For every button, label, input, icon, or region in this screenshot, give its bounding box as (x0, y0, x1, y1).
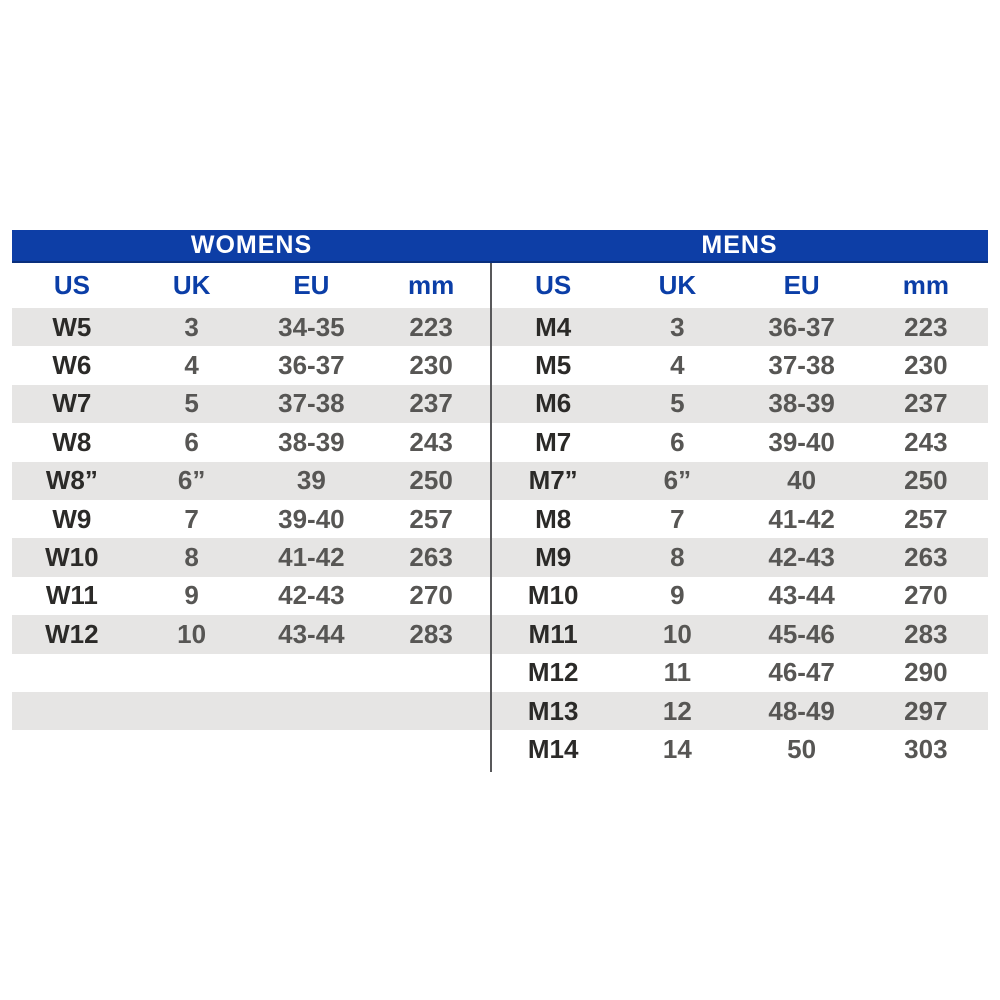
mens-row-cells (491, 692, 988, 730)
cell-eu: 34-35 (278, 311, 345, 342)
cell-eu (252, 730, 372, 768)
cell-mm: 237 (904, 388, 948, 419)
cell-eu: 46-47 (768, 657, 835, 688)
table-row (12, 462, 988, 500)
mens-column-header-us: US (535, 270, 572, 300)
cell-us: W5 (52, 311, 92, 342)
cell-eu: 41-42 (768, 503, 835, 534)
womens-column-headers (12, 263, 491, 308)
womens-column-header-eu: EU (293, 270, 330, 300)
cell-us: W7 (52, 388, 92, 419)
cell-uk: 7 (670, 503, 685, 534)
cell-uk (132, 730, 252, 768)
cell-us: M7” (528, 465, 578, 496)
cell-mm: 230 (409, 350, 453, 381)
mens-row-cells (491, 423, 988, 461)
table-body (12, 308, 988, 769)
table-row (12, 538, 988, 576)
cell-mm: 283 (904, 618, 948, 649)
cell-us: W8” (45, 465, 98, 496)
cell-eu: 37-38 (768, 350, 835, 381)
table-row (12, 692, 988, 730)
cell-eu: 48-49 (768, 695, 835, 726)
cell-uk: 10 (177, 618, 207, 649)
cell-eu: 38-39 (768, 388, 835, 419)
mens-column-headers (491, 263, 988, 308)
cell-mm: 283 (409, 618, 453, 649)
cell-us: W8 (52, 426, 92, 457)
cell-us: M13 (527, 695, 579, 726)
mens-section-title: MENS (701, 231, 778, 259)
cell-uk: 4 (184, 350, 199, 381)
cell-uk: 3 (184, 311, 199, 342)
cell-uk: 6” (663, 465, 692, 496)
womens-row-cells (12, 346, 491, 384)
cell-uk: 5 (670, 388, 685, 419)
table-row (12, 654, 988, 692)
cell-eu (252, 654, 372, 692)
mens-column-header-eu: EU (783, 270, 820, 300)
mens-row-cells (491, 730, 988, 768)
cell-uk: 8 (670, 542, 685, 573)
cell-uk (132, 654, 252, 692)
cell-mm: 250 (409, 465, 453, 496)
cell-us: W9 (52, 503, 92, 534)
cell-us (12, 730, 132, 768)
cell-us: M10 (527, 580, 579, 611)
cell-us: M14 (527, 733, 579, 764)
mens-row-cells (491, 654, 988, 692)
cell-uk: 7 (184, 503, 199, 534)
cell-us (12, 654, 132, 692)
table-row (12, 577, 988, 615)
size-table (12, 263, 988, 769)
cell-eu: 42-43 (278, 580, 345, 611)
cell-uk: 11 (663, 657, 692, 688)
cell-us: W12 (45, 618, 99, 649)
mens-row-cells (491, 577, 988, 615)
cell-mm: 243 (904, 426, 948, 457)
table-divider-line (490, 263, 492, 772)
mens-column-header-uk: UK (658, 270, 697, 300)
cell-mm: 243 (409, 426, 453, 457)
cell-us: M11 (528, 618, 578, 649)
mens-row-cells (491, 308, 988, 346)
cell-uk: 3 (670, 311, 685, 342)
table-row (12, 423, 988, 461)
cell-uk: 12 (662, 695, 692, 726)
womens-row-cells (12, 615, 491, 653)
cell-mm (371, 692, 491, 730)
table-row (12, 730, 988, 768)
cell-eu: 39-40 (278, 503, 345, 534)
cell-eu: 36-37 (768, 311, 835, 342)
cell-us: M7 (535, 426, 572, 457)
cell-uk: 9 (184, 580, 199, 611)
cell-mm: 223 (904, 311, 948, 342)
cell-mm: 303 (904, 733, 948, 764)
size-conversion-chart (12, 230, 988, 769)
womens-row-cells (12, 692, 491, 730)
cell-eu: 40 (787, 465, 817, 496)
cell-us (12, 692, 132, 730)
cell-eu: 42-43 (768, 542, 835, 573)
womens-row-cells (12, 385, 491, 423)
cell-us: M6 (535, 388, 572, 419)
cell-mm: 230 (904, 350, 948, 381)
cell-eu: 41-42 (278, 542, 345, 573)
womens-row-cells (12, 500, 491, 538)
mens-column-header-mm: mm (902, 270, 949, 300)
cell-eu: 39 (296, 465, 326, 496)
cell-us: W11 (45, 580, 98, 611)
cell-mm: 270 (409, 580, 453, 611)
cell-us: M4 (535, 311, 572, 342)
cell-eu: 43-44 (278, 618, 345, 649)
cell-mm (371, 654, 491, 692)
table-row (12, 308, 988, 346)
cell-us: W6 (52, 350, 92, 381)
cell-eu: 39-40 (768, 426, 835, 457)
womens-row-cells (12, 538, 491, 576)
cell-uk: 8 (184, 542, 199, 573)
womens-row-cells (12, 654, 491, 692)
table-row (12, 500, 988, 538)
womens-row-cells (12, 462, 491, 500)
cell-mm: 290 (904, 657, 948, 688)
mens-row-cells (491, 538, 988, 576)
cell-uk: 14 (662, 733, 692, 764)
cell-mm: 223 (409, 311, 453, 342)
column-header-row (12, 263, 988, 308)
cell-uk: 6 (670, 426, 685, 457)
cell-us: M12 (527, 657, 579, 688)
cell-eu: 50 (787, 733, 817, 764)
cell-mm: 237 (409, 388, 453, 419)
cell-us: W10 (45, 542, 99, 573)
cell-us: M8 (535, 503, 572, 534)
womens-row-cells (12, 423, 491, 461)
womens-column-header-mm: mm (408, 270, 455, 300)
womens-section-title: WOMENS (190, 231, 313, 259)
cell-mm: 257 (904, 503, 948, 534)
table-row (12, 615, 988, 653)
womens-row-cells (12, 308, 491, 346)
cell-mm: 270 (904, 580, 948, 611)
table-row (12, 385, 988, 423)
table-row (12, 346, 988, 384)
cell-mm: 257 (409, 503, 453, 534)
womens-column-header-uk: UK (172, 270, 211, 300)
cell-mm: 263 (904, 542, 948, 573)
cell-eu: 45-46 (768, 618, 835, 649)
cell-uk: 10 (662, 618, 692, 649)
cell-us: M5 (535, 350, 572, 381)
mens-row-cells (491, 385, 988, 423)
cell-uk: 6” (177, 465, 206, 496)
cell-us: M9 (535, 542, 572, 573)
cell-uk: 5 (184, 388, 199, 419)
cell-eu: 37-38 (278, 388, 345, 419)
cell-uk (132, 692, 252, 730)
cell-eu (252, 692, 372, 730)
cell-eu: 43-44 (768, 580, 835, 611)
cell-uk: 4 (670, 350, 685, 381)
cell-eu: 38-39 (278, 426, 345, 457)
mens-row-cells (491, 500, 988, 538)
mens-row-cells (491, 462, 988, 500)
womens-row-cells (12, 730, 491, 768)
mens-row-cells (491, 615, 988, 653)
section-title-bar (12, 230, 988, 263)
mens-row-cells (491, 346, 988, 384)
cell-mm: 297 (904, 695, 948, 726)
womens-column-header-us: US (53, 270, 90, 300)
cell-mm (371, 730, 491, 768)
cell-mm: 263 (409, 542, 453, 573)
womens-row-cells (12, 577, 491, 615)
cell-mm: 250 (904, 465, 948, 496)
cell-uk: 6 (184, 426, 199, 457)
cell-uk: 9 (670, 580, 685, 611)
cell-eu: 36-37 (278, 350, 345, 381)
